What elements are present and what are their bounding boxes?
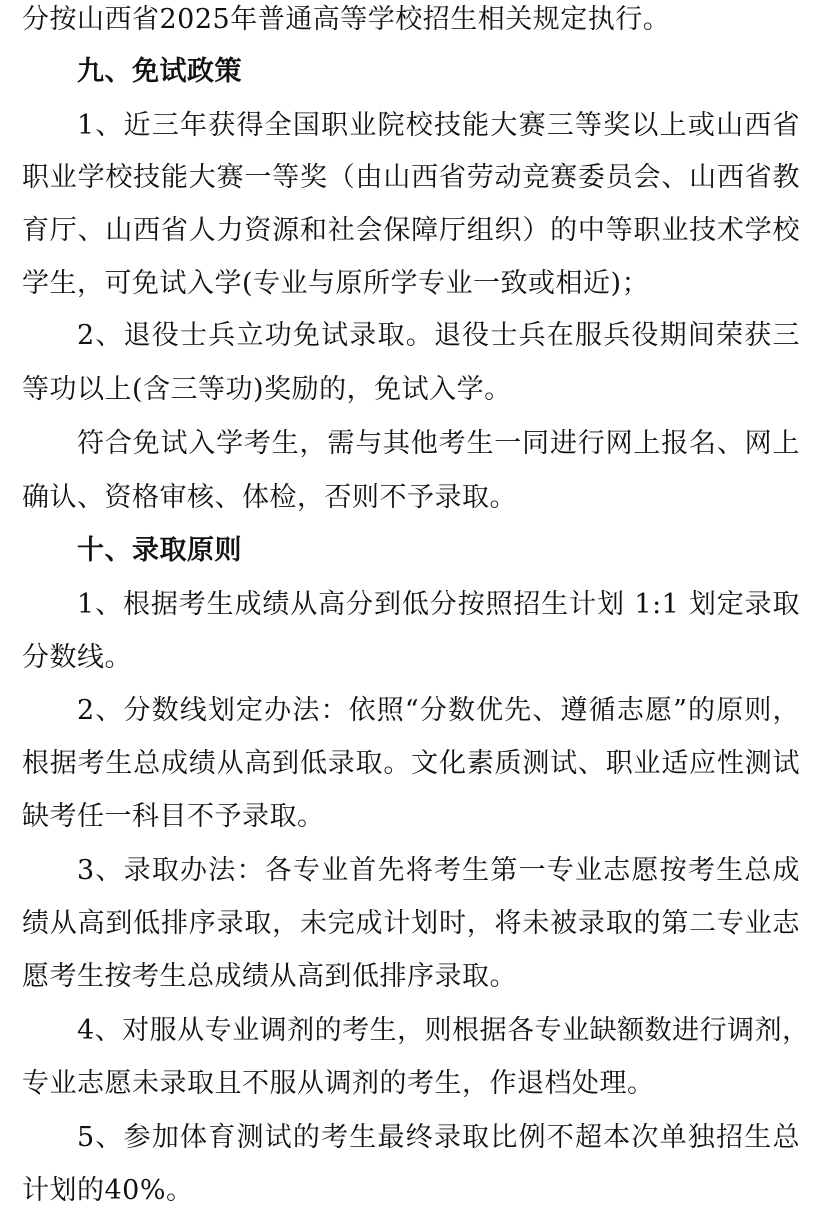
text-line: 确认、资格审核、体检，否则不予录取。 <box>22 482 517 513</box>
text-line: 1、根据考生成绩从高分到低分按照招生计划 1:1 划定录取 <box>77 589 800 620</box>
text-line: 2、分数线划定办法：依照“分数优先、遵循志愿”的原则， <box>77 695 800 726</box>
section-heading-admission: 十、录取原则 <box>77 535 242 566</box>
text-line: 分数线。 <box>22 642 132 673</box>
text-line: 符合免试入学考生，需与其他考生一同进行网上报名、网上 <box>77 428 800 459</box>
text-line: 根据考生总成绩从高到低录取。文化素质测试、职业适应性测试 <box>22 748 800 779</box>
text-line: 学生，可免试入学(专业与原所学专业一致或相近)； <box>22 268 650 299</box>
text-line: 愿考生按考生总成绩从高到低排序录取。 <box>22 961 517 992</box>
text-line: 5、参加体育测试的考生最终录取比例不超本次单独招生总 <box>77 1122 800 1153</box>
text-line: 缺考任一科目不予录取。 <box>22 801 325 832</box>
text-line: 分按山西省2025年普通高等学校招生相关规定执行。 <box>22 4 671 35</box>
text-line: 绩从高到低排序录取，未完成计划时，将未被录取的第二专业志 <box>22 908 800 939</box>
text-line: 2、退役士兵立功免试录取。退役士兵在服兵役期间荣获三 <box>77 320 800 351</box>
text-line: 职业学校技能大赛一等奖（由山西省劳动竞赛委员会、山西省教 <box>22 162 800 193</box>
text-line: 1、近三年获得全国职业院校技能大赛三等奖以上或山西省 <box>77 110 800 141</box>
section-heading-exemption: 九、免试政策 <box>77 56 242 87</box>
text-line: 3、录取办法：各专业首先将考生第一专业志愿按考生总成 <box>77 855 800 886</box>
text-line: 4、对服从专业调剂的考生，则根据各专业缺额数进行调剂， <box>77 1015 810 1046</box>
text-line: 计划的40%。 <box>22 1175 194 1206</box>
text-line: 育厅、山西省人力资源和社会保障厅组织）的中等职业技术学校 <box>22 215 800 246</box>
text-line: 等功以上(含三等功)奖励的，免试入学。 <box>22 374 512 405</box>
text-line: 专业志愿未录取且不服从调剂的考生，作退档处理。 <box>22 1068 655 1099</box>
